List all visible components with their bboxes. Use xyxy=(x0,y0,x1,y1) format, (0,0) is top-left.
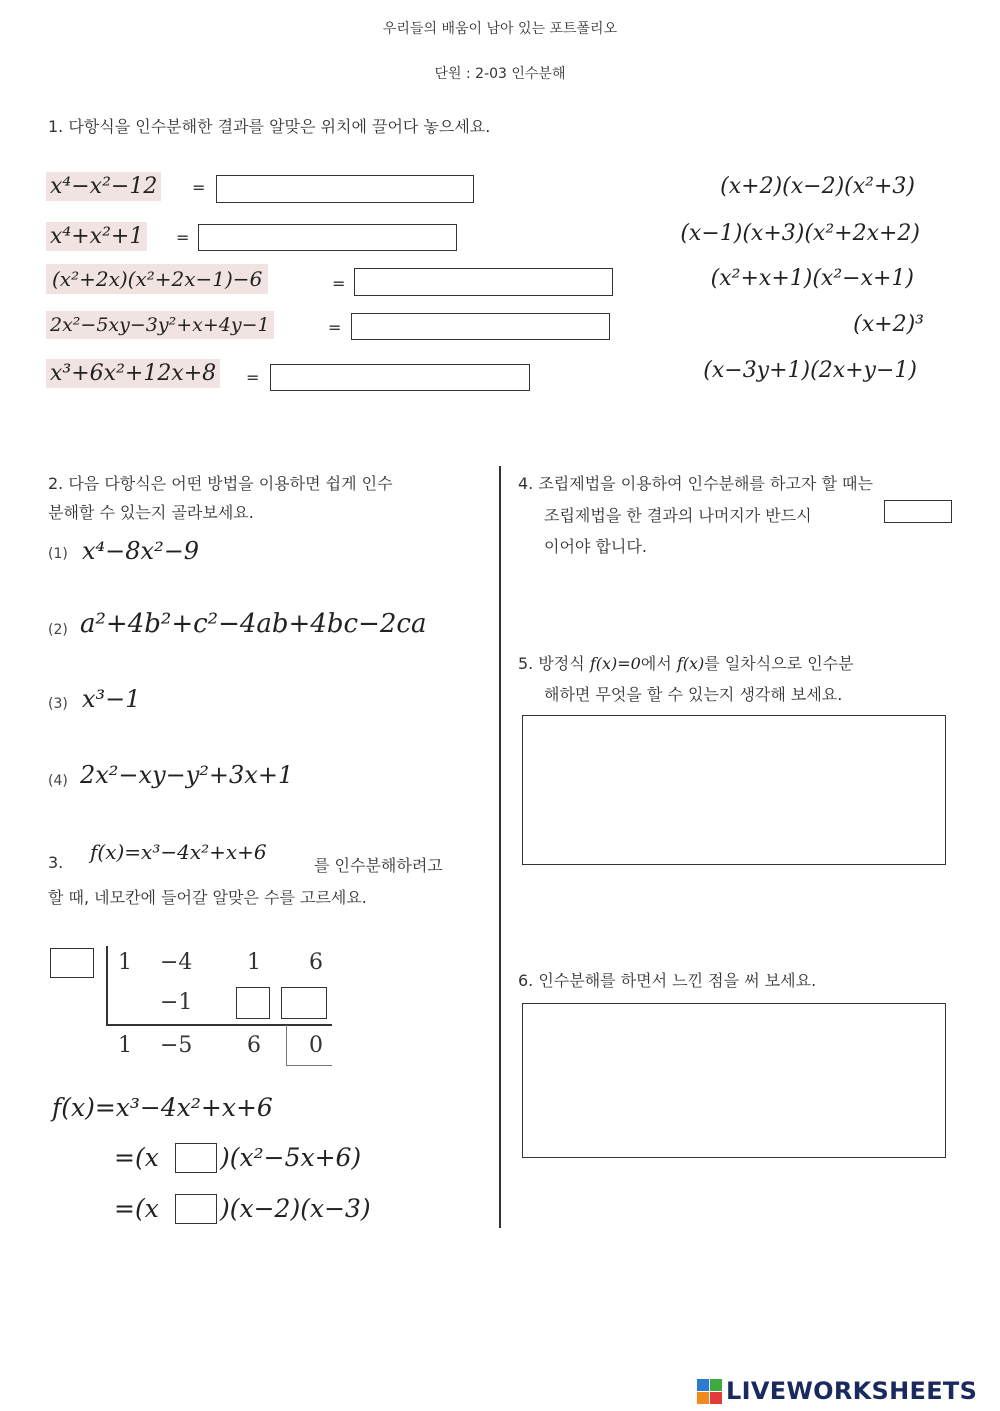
q2-item-label: (4) xyxy=(48,773,68,789)
product-cell: −1 xyxy=(160,990,193,1015)
step-line-pre: =(x xyxy=(114,1143,159,1172)
q6-answer-area[interactable] xyxy=(522,1003,946,1158)
answer-tile[interactable]: (x−3y+1)(2x+y−1) xyxy=(703,358,917,383)
q3-prompt: 를 인수분해하려고 xyxy=(314,856,443,875)
q2-prompt: 2. 다음 다항식은 어떤 방법을 이용하면 쉽게 인수 xyxy=(48,474,393,493)
answer-tile[interactable]: (x+2)(x−2)(x²+3) xyxy=(720,174,915,199)
q1-expression: x⁴−x²−12 xyxy=(46,172,161,201)
answer-tile[interactable]: (x+2)³ xyxy=(853,312,924,337)
q2-item-label: (3) xyxy=(48,696,68,712)
brand-wordmark: LIVEWORKSHEETS xyxy=(726,1377,978,1405)
q2-item-label: (2) xyxy=(48,622,68,638)
equals-sign: = xyxy=(328,318,342,337)
q5-prompt xyxy=(518,651,854,674)
q5-answer-area[interactable] xyxy=(522,715,946,865)
q3-function: f(x)=x³−4x²+x+6 xyxy=(90,840,267,864)
q5-text: 를 일차식으로 인수분 xyxy=(704,654,854,673)
equals-sign: = xyxy=(176,228,190,247)
coef-cell: 1 xyxy=(247,950,261,975)
result-cell: −5 xyxy=(160,1033,193,1058)
q2-expression: x⁴−8x²−9 xyxy=(82,537,200,565)
q2-item-label: (1) xyxy=(48,546,68,562)
step-line-post: )(x−2)(x−3) xyxy=(220,1194,371,1223)
worksheet-title: 우리들의 배움이 남아 있는 포트폴리오 xyxy=(382,21,618,37)
drop-zone[interactable] xyxy=(354,268,613,296)
division-bar xyxy=(106,946,108,1024)
q3-prompt-cont: 할 때, 네모칸에 들어갈 알맞은 수를 고르세요. xyxy=(48,888,367,907)
answer-tile[interactable]: (x²+x+1)(x²−x+1) xyxy=(710,266,914,291)
drop-zone[interactable] xyxy=(216,175,474,203)
q1-expression: x⁴+x²+1 xyxy=(46,222,147,251)
drop-zone[interactable] xyxy=(198,224,457,251)
q2-expression: x³−1 xyxy=(82,685,141,713)
drop-zone[interactable] xyxy=(270,364,530,391)
result-cell: 1 xyxy=(118,1033,132,1058)
q3-number: 3. xyxy=(48,853,64,872)
q4-prompt-end: 이어야 합니다. xyxy=(544,537,647,556)
remainder-answer-box[interactable] xyxy=(884,500,952,523)
q2-expression: a²+4b²+c²−4ab+4bc−2ca xyxy=(80,609,427,639)
remainder-cell: 0 xyxy=(309,1033,323,1058)
step-input-box[interactable] xyxy=(175,1194,217,1224)
product-input-box[interactable] xyxy=(281,987,327,1019)
q1-expression: (x²+2x)(x²+2x−1)−6 xyxy=(46,264,268,294)
q5-function: f(x) xyxy=(676,654,705,673)
product-input-box[interactable] xyxy=(236,987,270,1019)
column-divider xyxy=(499,466,501,1228)
result-cell: 6 xyxy=(247,1033,261,1058)
q6-prompt: 6. 인수분해를 하면서 느낀 점을 써 보세요. xyxy=(518,971,817,990)
drop-zone[interactable] xyxy=(351,313,610,340)
q5-equation: f(x)=0 xyxy=(589,654,641,673)
equals-sign: = xyxy=(192,178,206,197)
q5-text: 에서 xyxy=(640,654,672,673)
q2-prompt-cont: 분해할 수 있는지 골라보세요. xyxy=(48,503,254,522)
remainder-line xyxy=(286,1065,332,1066)
equals-sign: = xyxy=(246,368,260,387)
unit-label: 단원 : 2-03 인수분해 xyxy=(434,66,566,82)
answer-tile[interactable]: (x−1)(x+3)(x²+2x+2) xyxy=(680,221,920,246)
step-line-post: )(x²−5x+6) xyxy=(220,1143,362,1172)
q5-text: 5. 방정식 xyxy=(518,654,585,673)
division-line xyxy=(106,1024,332,1026)
q4-prompt: 4. 조립제법을 이용하여 인수분해를 하고자 할 때는 xyxy=(518,474,873,493)
liveworksheets-logo xyxy=(697,1377,977,1405)
logo-mark-icon xyxy=(697,1379,722,1404)
q1-expression: 2x²−5xy−3y²+x+4y−1 xyxy=(46,311,274,339)
remainder-bar xyxy=(286,1025,287,1065)
coef-cell: 1 xyxy=(118,950,132,975)
step-line: f(x)=x³−4x²+x+6 xyxy=(52,1093,273,1122)
q1-prompt: 1. 다항식을 인수분해한 결과를 알맞은 위치에 끌어다 놓으세요. xyxy=(48,117,491,136)
q1-expression: x³+6x²+12x+8 xyxy=(46,359,220,388)
coef-cell: 6 xyxy=(309,950,323,975)
q5-prompt-cont: 해하면 무엇을 할 수 있는지 생각해 보세요. xyxy=(544,685,843,704)
equals-sign: = xyxy=(332,274,346,293)
coef-cell: −4 xyxy=(160,950,193,975)
step-input-box[interactable] xyxy=(175,1143,217,1173)
root-input-box[interactable] xyxy=(50,948,94,978)
q4-prompt-cont: 조립제법을 한 결과의 나머지가 반드시 xyxy=(544,506,812,525)
step-line-pre: =(x xyxy=(114,1194,159,1223)
q2-expression: 2x²−xy−y²+3x+1 xyxy=(80,761,294,789)
